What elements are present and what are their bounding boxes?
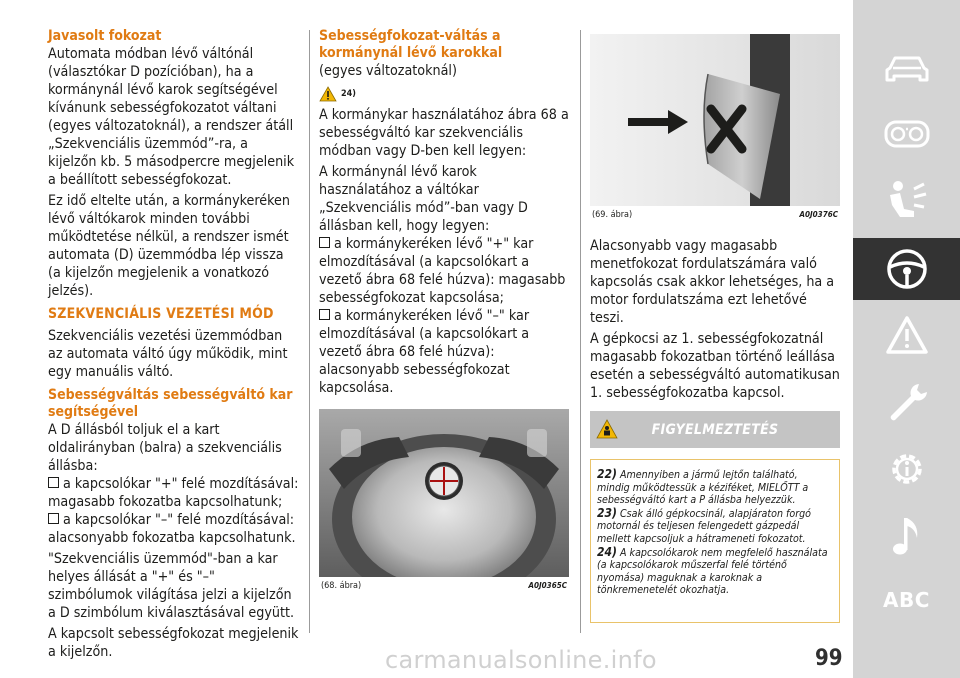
paragraph: A gépkocsi az 1. sebességfokozatnál magasabb fokozatban történő leállása esetén a sebességváltó automatikusan 1. sebességfokozatba kapcsol.: [590, 331, 840, 401]
paragraph: A kormánynál lévő karok használatához a váltókar „Szekvenciális mód”-ban vagy D állásban kell, hogy legyen:: [319, 164, 528, 234]
paragraph: "Szekvenciális üzemmód"-ban a kar helyes állását a "+" és "–" szimbólumok világítása jelzi a kijelzőn a D szimbólum kiválasztásával együtt.: [48, 551, 295, 621]
warning-number: 24): [597, 544, 617, 559]
sidebar-item-warnings[interactable]: [853, 310, 960, 360]
bullet-item: a kormánykeréken lévő "–" kar elmozdításával (a kapcsolókart a vezető ábra 68 felé húzva): alacsonyabb sebességfokozat kapcsolása.: [319, 307, 569, 397]
bullet-item: a kormánykeréken lévő "+" kar elmozdításával (a kapcsolókart a vezető ábra 68 felé húzva): magasabb sebességfokozat kapcsolása;: [319, 235, 569, 307]
warning-box: [590, 411, 840, 623]
warning-triangle-icon: [319, 86, 337, 102]
wrench-icon: [885, 380, 929, 424]
sidebar-item-multimedia[interactable]: [853, 508, 960, 564]
steering-wheel-icon: [885, 247, 929, 291]
steering-wheel-image: [319, 409, 569, 577]
sidebar-item-car[interactable]: [853, 44, 960, 94]
warning-number: 22): [597, 467, 617, 481]
bullet-item: a kapcsolókar "–" felé mozdításával: alacsonyabb fokozatba kapcsolhatunk.: [48, 511, 300, 547]
music-note-icon: [889, 514, 925, 558]
warning-item: [597, 468, 833, 507]
car-icon: [884, 54, 930, 84]
sidebar-item-safety[interactable]: [853, 173, 960, 229]
sidebar-item-index[interactable]: [853, 584, 960, 616]
column-divider: [309, 30, 310, 633]
paragraph: Alacsonyabb vagy magasabb menetfokozat fordulatszámára való kapcsolás csak akkor lehetséges, ha a motor fordulatszáma ezt lehetővé teszi.: [590, 238, 835, 326]
sidebar-item-maintenance[interactable]: [853, 374, 960, 430]
paddle-image: [590, 34, 840, 206]
figure-code: A0J0376C: [799, 210, 838, 219]
figure-label: (69. ábra): [592, 210, 633, 220]
figure-code: A0J0365C: [528, 581, 567, 590]
figure-label: (68. ábra): [321, 581, 362, 591]
settings-gear-icon: [885, 447, 929, 491]
bullet-item: a kapcsolókar "+" felé mozdításával: magasabb fokozatba kapcsolhatunk;: [48, 476, 299, 510]
paragraph: A kapcsolt sebességfokozat megjelenik a kijelzőn.: [48, 626, 299, 660]
warning-item: [597, 546, 833, 597]
warning-text: Csak álló gépkocsinál, alapjáraton forgó motornál és teljesen felengedett gázpedál mellett kapcsoljuk a hátrameneti fokozatot.: [597, 507, 811, 545]
heading-sequential-mode: SZEKVENCIÁLIS VEZETÉSI MÓD: [48, 306, 274, 322]
heading-paddle-shift: Sebességfokozat-váltás a kormánynál lévő karokkal: [319, 28, 503, 61]
warning-icon: [885, 315, 929, 355]
sidebar-item-dashboard[interactable]: [853, 109, 960, 159]
paragraph: A kormánykar használatához ábra 68 a sebességváltó kar szekvenciális módban vagy D-ben kell legyen:: [319, 107, 569, 159]
page-number: 99: [815, 646, 843, 671]
warning-person-icon: [596, 419, 618, 439]
warning-header: [590, 411, 840, 448]
column-3: [590, 34, 840, 405]
seat-safety-icon: [884, 179, 930, 223]
chapter-sidebar: [853, 0, 960, 678]
index-label: ABC: [883, 588, 930, 612]
warning-title: FIGYELMEZTETÉS: [651, 421, 779, 438]
figure-69: [590, 34, 840, 221]
figure-caption: [319, 577, 569, 592]
paragraph: Ez idő eltelte után, a kormánykeréken lévő váltókarok minden további működtetése nélkül, a rendszer ismét automata (D) üzemmódba lép vissza (a kijelzőn megjelenik a vonatkozó jelzés).: [48, 193, 290, 299]
sidebar-item-driving[interactable]: [853, 238, 960, 300]
warning-reference: [319, 86, 569, 102]
warning-ref-number: 24): [341, 89, 356, 99]
warning-text: A kapcsolókarok nem megfelelő használata (a kapcsolókarok műszerfal felé történő nyomása) maguknak a karoknak a tönkremenetelét okozhatja.: [597, 546, 828, 597]
paragraph: A D állásból toljuk el a kart oldalirányban (balra) a szekvenciális állásba:: [48, 422, 282, 474]
watermark: carmanualsonline.info: [385, 646, 657, 674]
warning-text: Amennyiben a jármű lejtőn található, mindig működtessük a kéziféket, MIELŐTT a sebességváltó kart a P állásba helyezzük.: [597, 469, 809, 507]
column-divider: [580, 30, 581, 633]
sidebar-item-technical[interactable]: [853, 441, 960, 497]
subheading: (egyes változatoknál): [319, 63, 457, 79]
heading-shift-lever: Sebességváltás sebességváltó kar segítségével: [48, 387, 293, 420]
heading-recommended-gear: Javasolt fokozat: [48, 28, 162, 44]
paragraph: Szekvenciális vezetési üzemmódban az automata váltó úgy működik, mint egy manuális váltó.: [48, 328, 288, 380]
paragraph: Automata módban lévő váltónál (választókar D pozícióban), ha a kormánynál lévő karok segítségével kívánunk sebességfokozatot váltani (egyes változatoknál), a rendszer átáll „Szekvenciális üzemmód”-ra, a kijelzőn kb. 5 másodpercre megjelenik a beállított sebességfokozat.: [48, 46, 295, 188]
column-1: [48, 28, 300, 664]
warning-item: [597, 507, 833, 546]
column-2: [319, 28, 569, 592]
paddle-photo: [590, 34, 840, 206]
dashboard-icon: [884, 119, 930, 149]
figure-68: [319, 409, 569, 592]
steering-wheel-photo: [319, 409, 569, 577]
warning-body: [590, 459, 840, 623]
figure-caption: [590, 206, 840, 221]
warning-number: 23): [597, 505, 617, 520]
